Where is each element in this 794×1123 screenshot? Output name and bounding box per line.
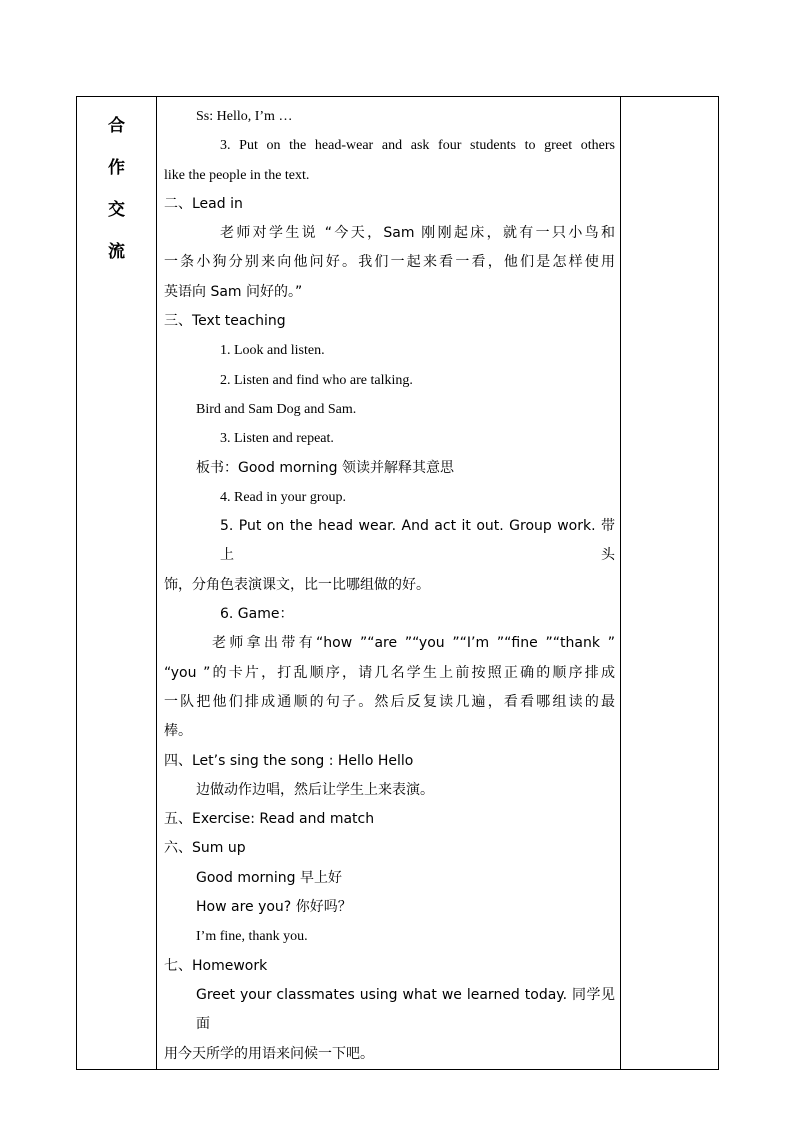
lesson-content: [157, 97, 620, 1069]
text-line: 一条小狗分别来向他问好。我们一起来看一看，他们是怎样使用: [164, 254, 615, 271]
section-label-char: 作: [108, 158, 125, 178]
text-line: 老师对学生说 “今天，Sam 刚刚起床，就有一只小鸟和: [220, 225, 615, 242]
text-line: 老师拿出带有“how ”“are ”“you ”“I’m ”“fine ”“thank ”: [212, 635, 615, 652]
lesson-plan-table: [76, 96, 719, 1070]
text-line: 用今天所学的用语来问候一下吧。: [164, 1045, 374, 1062]
text-line: Good morning 早上好: [196, 869, 343, 886]
table-row: [77, 97, 719, 1070]
text-line: 3. Listen and repeat.: [220, 431, 334, 447]
notes-cell: [621, 97, 719, 1070]
text-line: 一队把他们排成通顺的句子。然后反复读几遍，看看哪组读的最: [164, 693, 615, 710]
section-label-cell: [77, 97, 157, 1070]
section-heading: 二、Lead in: [164, 195, 243, 212]
text-line: 边做动作边唱，然后让学生上来表演。: [196, 781, 434, 798]
section-heading: 六、Sum up: [164, 840, 246, 857]
text-line: Ss: Hello, I’m …: [196, 109, 293, 124]
text-line: 板书：Good morning 领读并解释其意思: [196, 459, 455, 476]
text-line: How are you? 你好吗？: [196, 899, 352, 916]
section-heading: 五、Exercise: Read and match: [164, 811, 375, 828]
text-line: 4. Read in your group.: [220, 489, 346, 505]
text-line: like the people in the text.: [164, 167, 310, 183]
text-line: 棒。: [164, 723, 192, 740]
text-line: 2. Listen and find who are talking.: [220, 372, 413, 388]
text-line: 饰，分角色表演课文，比一比哪组做的好。: [164, 576, 430, 593]
text-line: Bird and Sam Dog and Sam.: [196, 401, 357, 417]
section-heading: 四、Let’s sing the song : Hello Hello: [164, 752, 414, 769]
text-line: 3. Put on the head-wear and ask four students to greet others: [220, 138, 615, 154]
section-heading: 七、Homework: [164, 957, 268, 974]
section-heading: 三、Text teaching: [164, 313, 286, 330]
text-line: 5. Put on the head wear. And act it out. Group work. 带上头: [220, 518, 615, 564]
text-line: 英语向 Sam 问好的。”: [164, 283, 303, 300]
text-line: I’m fine, thank you.: [196, 929, 308, 945]
section-label-char: 合: [108, 116, 125, 136]
text-line: 6. Game：: [220, 606, 294, 623]
section-label-char: 流: [108, 242, 125, 262]
text-line: Greet your classmates using what we learned today. 同学见面: [196, 986, 615, 1033]
section-label: [77, 97, 156, 273]
content-cell: [157, 97, 621, 1070]
text-line: 1. Look and listen.: [220, 343, 325, 359]
section-label-char: 交: [108, 200, 125, 220]
text-line: “you ”的卡片，打乱顺序，请几名学生上前按照正确的顺序排成: [164, 664, 615, 681]
